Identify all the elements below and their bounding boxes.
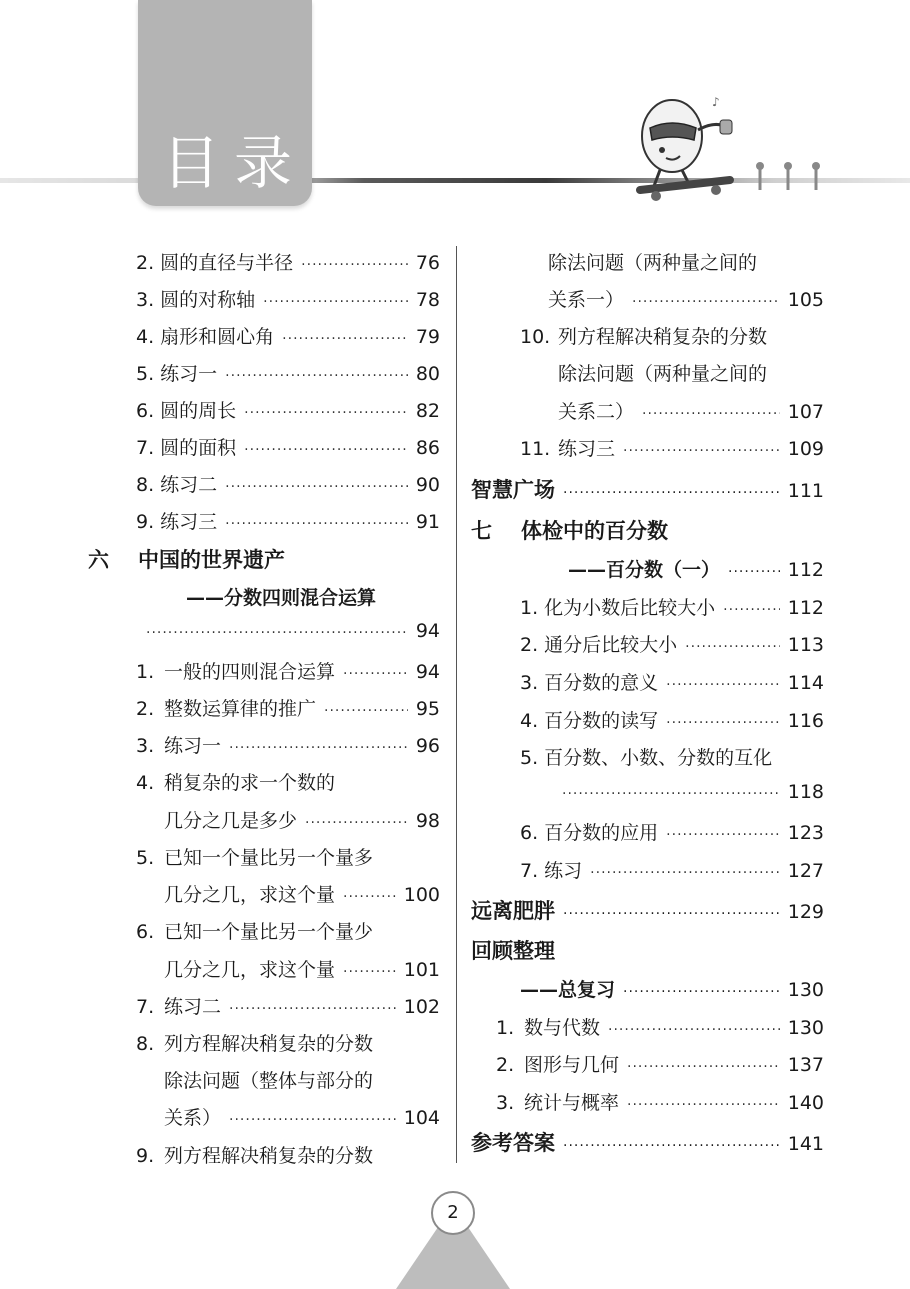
leader-dots [244, 405, 408, 421]
toc-entry-line[interactable] [136, 1029, 373, 1056]
entry-number: 1. [496, 1017, 515, 1039]
entry-title: 练习一 [164, 735, 222, 757]
leader-dots [563, 906, 780, 922]
entry-title: 3. 百分数的意义 [520, 672, 659, 694]
entry-title: 统计与概率 [524, 1092, 620, 1114]
leader-dots [642, 406, 780, 422]
entry-title-cont: 关系二） [558, 401, 635, 423]
toc-entry[interactable] [496, 1050, 824, 1076]
entry-page: 102 [403, 996, 440, 1018]
decorative-pins-icon [750, 160, 830, 196]
entry-page: 78 [415, 289, 440, 311]
toc-section[interactable] [471, 895, 824, 925]
entry-title: 列方程解决稍复杂的分数 [164, 1033, 374, 1055]
entry-page: 104 [403, 1107, 440, 1129]
entry-title-cont: 除法问题（两种量之间的 [548, 252, 758, 274]
chapter-subtitle: ——分数四则混合运算 [186, 587, 377, 609]
toc-entry[interactable] [136, 396, 440, 422]
toc-entry[interactable] [136, 694, 440, 720]
entry-title-cont: 几分之几，求这个量 [164, 884, 336, 906]
leader-dots [343, 889, 396, 905]
entry-page: 109 [787, 438, 824, 460]
entry-page: 80 [415, 363, 440, 385]
entry-title: 7. 练习 [520, 860, 583, 882]
leader-dots [632, 294, 780, 310]
entry-number: 2. [496, 1054, 515, 1076]
entry-title: 6. 百分数的应用 [520, 822, 659, 844]
leader-dots [627, 1059, 780, 1075]
entry-page: 141 [787, 1133, 824, 1155]
toc-entry[interactable] [146, 620, 440, 646]
leader-dots [305, 815, 408, 831]
entry-page: 82 [415, 400, 440, 422]
toc-entry[interactable] [520, 856, 824, 882]
entry-page: 112 [787, 597, 824, 619]
leader-dots [343, 964, 396, 980]
entry-page: 112 [787, 559, 824, 581]
entry-number: 10. [520, 326, 551, 348]
leader-dots [623, 984, 780, 1000]
entry-title-cont: 除法问题（整体与部分的 [164, 1070, 374, 1092]
entry-page: 116 [787, 710, 824, 732]
entry-page: 140 [787, 1092, 824, 1114]
section-title[interactable]: 回顾整理 [471, 939, 555, 963]
entry-title-cont: 关系） [164, 1107, 222, 1129]
toc-entry[interactable] [520, 630, 824, 656]
entry-title: 一般的四则混合运算 [164, 661, 336, 683]
toc-entry[interactable] [164, 880, 440, 906]
entry-title-cont: 除法问题（两种量之间的 [558, 363, 768, 385]
leader-dots [225, 368, 408, 384]
toc-entry-line[interactable] [136, 917, 373, 944]
entry-page: 96 [415, 735, 440, 757]
entry-page: 127 [787, 860, 824, 882]
entry-page: 113 [787, 634, 824, 656]
entry-number: 2. [136, 698, 155, 720]
entry-title-cont: 关系一） [548, 289, 625, 311]
entry-title: 已知一个量比另一个量少 [164, 921, 374, 943]
page-number: 2 [431, 1191, 475, 1235]
entry-title[interactable]: 5. 百分数、小数、分数的互化 [520, 747, 773, 769]
leader-dots [623, 443, 780, 459]
entry-page: 123 [787, 822, 824, 844]
toc-entry[interactable] [520, 434, 824, 460]
toc-entry[interactable] [136, 507, 440, 533]
entry-page: 91 [415, 511, 440, 533]
entry-title: 6. 圆的周长 [136, 400, 237, 422]
entry-number: 3. [136, 735, 155, 757]
entry-page: 111 [787, 480, 824, 502]
entry-page: 100 [403, 884, 440, 906]
toc-entry[interactable] [568, 555, 824, 582]
entry-title: 图形与几何 [524, 1054, 620, 1076]
entry-title: 数与代数 [524, 1017, 601, 1039]
leader-dots [627, 1097, 780, 1113]
chapter-subtitle: ——百分数（一） [568, 559, 721, 581]
entry-title: 练习三 [558, 438, 616, 460]
toc-entry[interactable] [562, 781, 824, 807]
entry-title: 练习二 [164, 996, 222, 1018]
leader-dots [590, 865, 780, 881]
section-title: 参考答案 [471, 1131, 555, 1155]
toc-entry[interactable] [136, 322, 440, 348]
toc-entry[interactable] [136, 248, 440, 274]
chapter-number: 六 [88, 548, 109, 572]
leader-dots [225, 479, 408, 495]
entry-number: 8. [136, 1033, 155, 1055]
toc-entry-line[interactable] [136, 843, 373, 870]
entry-title: 4. 扇形和圆心角 [136, 326, 275, 348]
leader-dots [728, 564, 780, 580]
entry-page: 118 [787, 781, 824, 803]
leader-dots [563, 1138, 780, 1154]
toc-entry[interactable] [558, 397, 824, 423]
toc-entry[interactable] [520, 593, 824, 619]
section-title: 智慧广场 [471, 478, 555, 502]
toc-entry[interactable] [164, 1103, 440, 1129]
entry-title: 整数运算律的推广 [164, 698, 317, 720]
leader-dots [146, 625, 408, 641]
entry-page: 101 [403, 959, 440, 981]
leader-dots [563, 485, 780, 501]
toc-entry[interactable] [496, 1088, 824, 1114]
entry-page: 105 [787, 289, 824, 311]
entry-title-cont: 几分之几，求这个量 [164, 959, 336, 981]
toc-entry[interactable] [520, 975, 824, 1002]
entry-number: 1. [136, 661, 155, 683]
toc-entry-line[interactable] [136, 1141, 373, 1168]
section-subtitle: ——总复习 [520, 979, 616, 1001]
toc-entry-line[interactable] [520, 322, 767, 349]
leader-dots [229, 1001, 396, 1017]
entry-title: 1. 化为小数后比较大小 [520, 597, 716, 619]
leader-dots [225, 516, 408, 532]
entry-page: 90 [415, 474, 440, 496]
entry-title: 2. 通分后比较大小 [520, 634, 678, 656]
entry-title: 8. 练习二 [136, 474, 218, 496]
entry-title: 9. 练习三 [136, 511, 218, 533]
entry-title: 4. 百分数的读写 [520, 710, 659, 732]
entry-page: 114 [787, 672, 824, 694]
section-title: 远离肥胖 [471, 899, 555, 923]
toc-entry[interactable] [164, 806, 440, 832]
leader-dots [229, 740, 408, 756]
entry-number: 6. [136, 921, 155, 943]
toc-entry[interactable] [136, 470, 440, 496]
egg-skater-mascot-icon [620, 90, 750, 205]
chapter-title[interactable]: 体检中的百分数 [521, 519, 668, 543]
leader-dots [324, 703, 408, 719]
entry-title: 7. 圆的面积 [136, 437, 237, 459]
entry-number: 7. [136, 996, 155, 1018]
leader-dots [608, 1022, 780, 1038]
entry-title-cont: 几分之几是多少 [164, 810, 298, 832]
toc-entry-line[interactable] [136, 768, 335, 795]
entry-page: 94 [415, 620, 440, 642]
toc-entry[interactable] [136, 359, 440, 385]
entry-number: 5. [136, 847, 155, 869]
entry-number: 3. [496, 1092, 515, 1114]
entry-number: 9. [136, 1145, 155, 1167]
entry-title: 2. 圆的直径与半径 [136, 252, 294, 274]
chapter-number: 七 [471, 519, 492, 543]
leader-dots [723, 602, 780, 618]
toc-entry[interactable] [136, 285, 440, 311]
entry-page: 94 [415, 661, 440, 683]
leader-dots [244, 442, 408, 458]
leader-dots [282, 331, 408, 347]
toc-entry[interactable] [136, 657, 440, 683]
leader-dots [666, 715, 780, 731]
toc-entry[interactable] [136, 731, 440, 757]
entry-title: 已知一个量比另一个量多 [164, 847, 374, 869]
leader-dots [229, 1112, 396, 1128]
entry-number: 11. [520, 438, 551, 460]
leader-dots [562, 786, 780, 802]
toc-entry[interactable] [136, 992, 440, 1018]
page-title: 目录 [162, 129, 307, 197]
toc-section[interactable] [471, 1127, 824, 1157]
entry-title: 5. 练习一 [136, 363, 218, 385]
entry-page: 76 [415, 252, 440, 274]
entry-page: 107 [787, 401, 824, 423]
entry-page: 130 [787, 979, 824, 1001]
toc-entry[interactable] [496, 1013, 824, 1039]
toc-entry[interactable] [164, 955, 440, 981]
entry-page: 79 [415, 326, 440, 348]
entry-title: 稍复杂的求一个数的 [164, 772, 336, 794]
toc-entry[interactable] [520, 706, 824, 732]
leader-dots [666, 677, 780, 693]
leader-dots [685, 639, 780, 655]
toc-section[interactable] [471, 474, 824, 504]
leader-dots [301, 257, 408, 273]
entry-title: 列方程解决稍复杂的分数 [164, 1145, 374, 1167]
toc-entry[interactable] [520, 818, 824, 844]
svg-text:♪: ♪ [712, 95, 720, 109]
leader-dots [666, 827, 780, 843]
entry-page: 86 [415, 437, 440, 459]
entry-title: 列方程解决稍复杂的分数 [558, 326, 768, 348]
entry-page: 130 [787, 1017, 824, 1039]
leader-dots [263, 294, 408, 310]
leader-dots [343, 666, 408, 682]
entry-number: 4. [136, 772, 155, 794]
column-divider [456, 246, 457, 1163]
entry-title: 3. 圆的对称轴 [136, 289, 256, 311]
toc-entry[interactable] [520, 668, 824, 694]
chapter-title[interactable]: 中国的世界遗产 [138, 548, 285, 572]
toc-entry[interactable] [136, 433, 440, 459]
entry-page: 95 [415, 698, 440, 720]
entry-page: 98 [415, 810, 440, 832]
toc-entry[interactable] [548, 285, 824, 311]
entry-page: 137 [787, 1054, 824, 1076]
entry-page: 129 [787, 901, 824, 923]
